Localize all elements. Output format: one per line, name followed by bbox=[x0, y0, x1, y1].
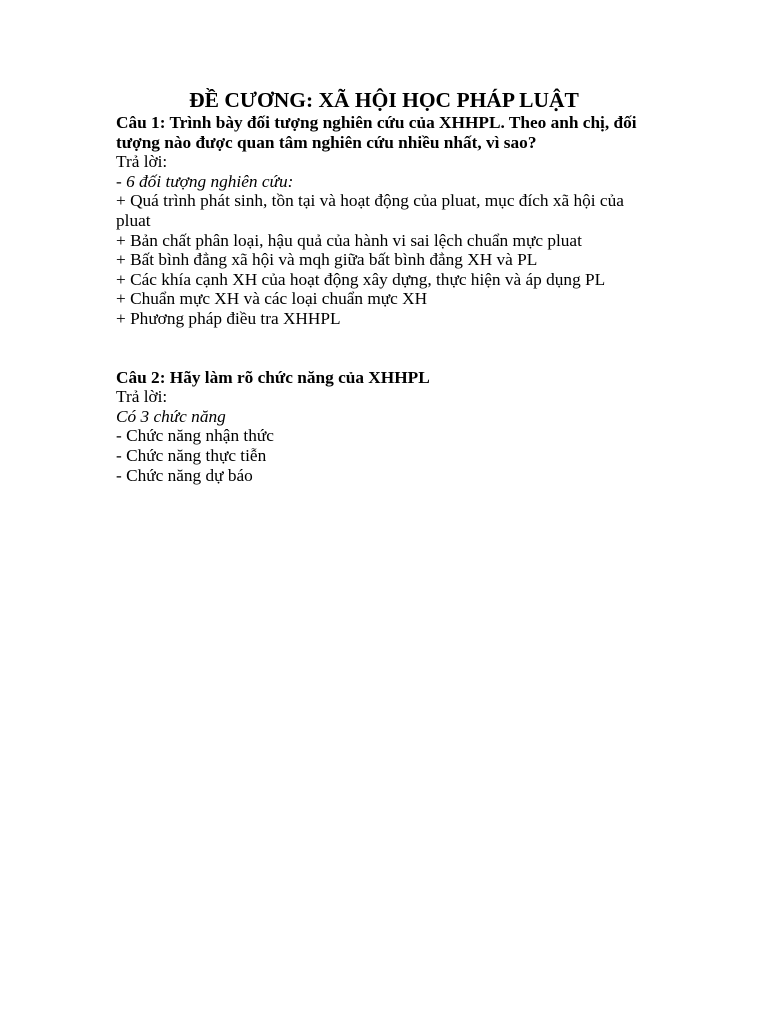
list-item: + Phương pháp điều tra XHHPL bbox=[116, 308, 341, 328]
answer-label-1: Trả lời: bbox=[116, 152, 168, 172]
question-2: Câu 2: Hãy làm rõ chức năng của XHHPL bbox=[116, 367, 430, 387]
document-title: ĐỀ CƯƠNG: XÃ HỘI HỌC PHÁP LUẬT bbox=[189, 88, 579, 112]
list-item: - Chức năng thực tiễn bbox=[116, 445, 267, 465]
answer-label-2: Trả lời: bbox=[116, 387, 168, 407]
document-page bbox=[116, 88, 656, 485]
list-item: + Quá trình phát sinh, tồn tại và hoạt động của pluat, mục đích xã hội của pluat bbox=[116, 191, 624, 230]
list-item: - Chức năng dự báo bbox=[116, 465, 253, 485]
section-1 bbox=[116, 113, 656, 329]
list-item: + Chuẩn mực XH và các loại chuẩn mực XH bbox=[116, 289, 428, 309]
subheading-1: - 6 đối tượng nghiên cứu: bbox=[116, 171, 294, 191]
list-item: + Bất bình đẳng xã hội và mqh giữa bất bình đẳng XH và PL bbox=[116, 250, 538, 270]
list-item: + Bản chất phân loại, hậu quả của hành vi sai lệch chuẩn mực pluat bbox=[116, 230, 582, 250]
subheading-2: Có 3 chức năng bbox=[116, 406, 226, 426]
question-1: Câu 1: Trình bày đối tượng nghiên cứu của XHHPL. Theo anh chị, đối tượng nào được quan tâm nghiên cứu nhiều nhất, vì sao? bbox=[116, 113, 637, 152]
list-item: - Chức năng nhận thức bbox=[116, 426, 274, 446]
list-item: + Các khía cạnh XH của hoạt động xây dựng, thực hiện và áp dụng PL bbox=[116, 269, 606, 289]
section-2 bbox=[116, 368, 656, 486]
section-spacer bbox=[116, 329, 656, 368]
